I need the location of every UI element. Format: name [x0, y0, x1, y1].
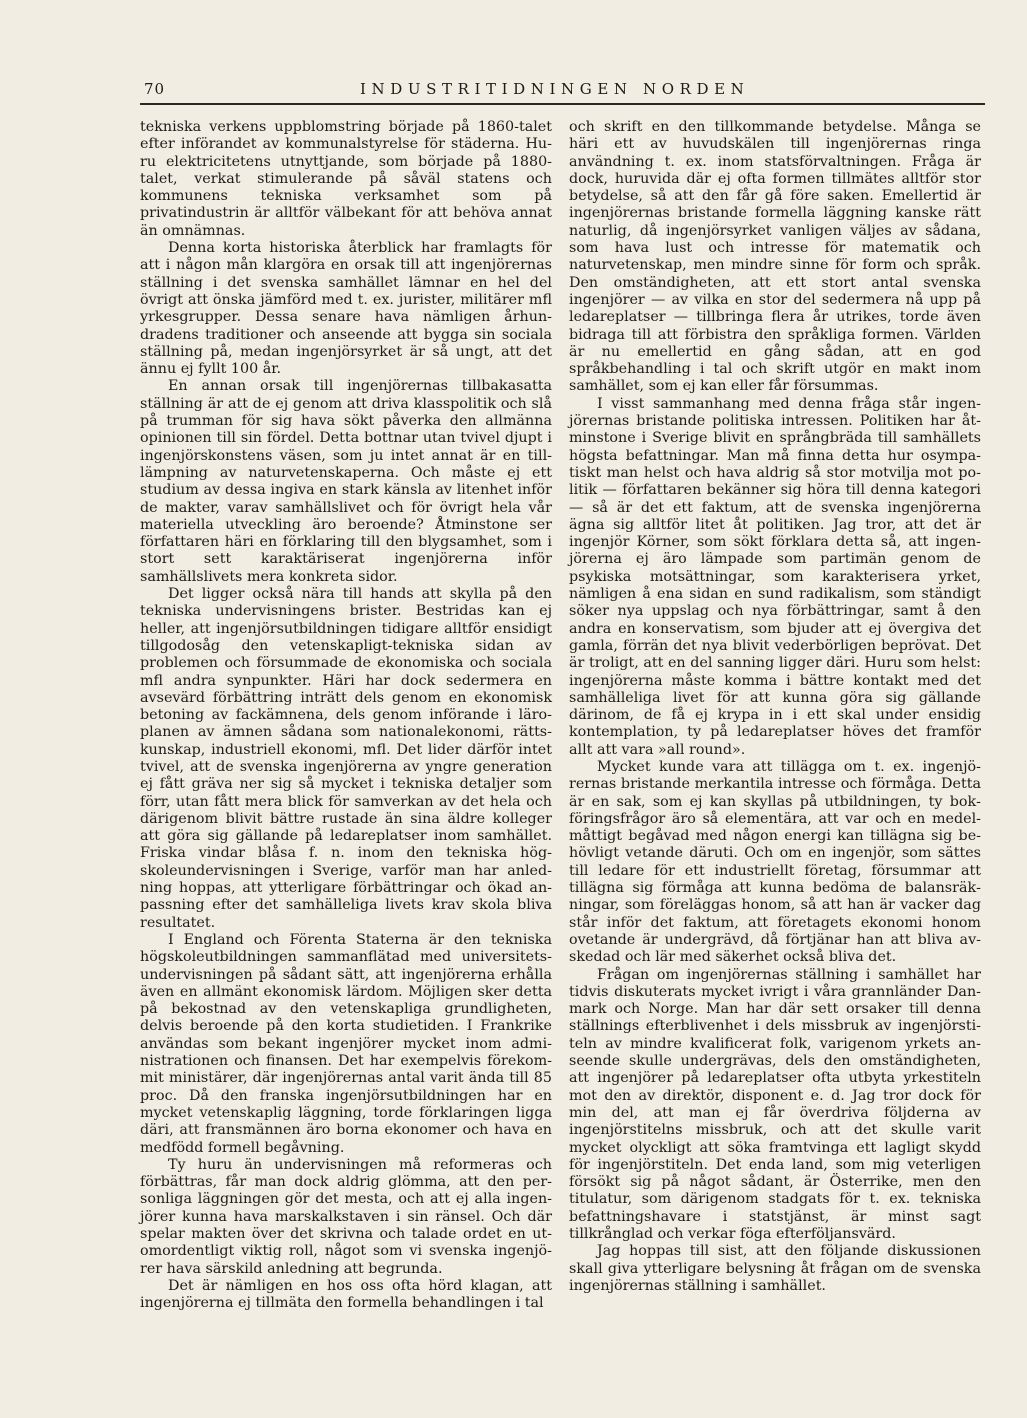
paragraph: Det är nämligen en hos oss ofta hörd klagan, att ingenjörerna ej tillmäta den formella behandlingen i tal: [140, 1277, 552, 1312]
paragraph: Det ligger också nära till hands att skylla på den tekniska undervisningens brister. Bestridas kan ej heller, att ingenjörsutbildningen tidigare alltför ensidigt tillgodosåg den vetenskapligt-tekniska sidan av problemen och försummade de ekonomiska och sociala mfl andra synpunkter. Häri har dock sedermera en avsevärd förbättring inträtt dels genom en ekonomisk betoning av fackämnena, dels genom införande i läroplanen av ämnen sådana som nationalekonomi, rättskunskap, industriell ekonomi, mfl. Det lider därför intet tvivel, att de svenska ingenjörerna av yngre generation ej fått gräva ner sig så mycket i tekniska detaljer som förr, utan fått mera blick för samverkan av det hela och därigenom blivit bättre rustade än sina äldre kolleger att göra sig gällande på ledareplatser inom samhället. Friska vindar blåsa f. n. inom den tekniska högskoleundervisningen i Sverige, varför man har anledning hoppas, att ytterligare förbättringar och ökad anpassning efter det samhälleliga livets krav skola bliva resultatet.: [140, 586, 552, 931]
paragraph: och skrift en den tillkommande betydelse. Många se häri ett av huvudskälen till ingenjörernas ringa användning t. ex. inom statsförvaltningen. Fråga är dock, huruvida där ej ofta formen tillmätes alltför stor betydelse, så att den får gå före saken. Emellertid är ingenjörernas bristande formella läggning kanske rätt naturlig, då ingenjörsyrket vanligen väljes av sådana, som hava lust och intresse för matematik och naturvetenskap, men mindre sinne för form och språk. Den omständigheten, att ett stort antal svenska ingenjörer — av vilka en stor del sedermera nå upp på ledareplatser — tillbringa flera år utrikes, torde även bidraga till att förbistra den språkliga formen. Världen är nu emellertid en gång sådan, att en god språkbehandling i tal och skrift utgör en makt inom samhället, som ej kan eller får försummas.: [569, 119, 981, 395]
paragraph: Ty huru än undervisningen må reformeras och förbättras, får man dock aldrig glömma, att den personliga läggningen gör det mesta, och att ej alla ingenjörer kunna hava marskalkstaven i sin ränsel. Och där spelar makten över det skrivna och talade ordet en utomordentligt viktig roll, något som vi svenska ingenjörer hava särskild anledning att begrunda.: [140, 1156, 552, 1277]
running-title: INDUSTRITIDNINGEN NORDEN: [360, 80, 750, 98]
paragraph: Frågan om ingenjörernas ställning i samhället har tidvis diskuterats mycket ivrigt i våra grannländer Danmark och Norge. Man har där sett orsaker till denna ställnings efterblivenhet i dels missbruk av ingenjörstiteln av mindre kvalificerat folk, varigenom yrkets anseende skulle undergrävas, dels den omständigheten, att ingenjörer på ledareplatser ofta utbyta yrkestiteln mot den av direktör, disponent e. d. Jag tror dock för min del, att man ej får överdriva följderna av ingenjörstitelns missbruk, och att det skulle varit mycket olyckligt att söka framtvinga ett lagligt skydd för ingenjörstiteln. Det enda land, som mig veterligen försökt sig på något sådant, är Österrike, men den titulatur, som därigenom stadgats för t. ex. tekniska befattningshavare i statstjänst, är minst sagt tillkrånglad och verkar föga efterföljansvärd.: [569, 966, 981, 1242]
page-number: 70: [144, 80, 166, 98]
paragraph: Mycket kunde vara att tillägga om t. ex. ingenjörernas bristande merkantila intresse och förmåga. Detta är en sak, som ej kan skyllas på utbildningen, ty bokföringsfrågor äro så elementära, att var och en medelmåttigt begåvad med någon energi kan tillägna sig behövligt vetande däruti. Och om en ingenjör, som sättes till ledare för ett industriellt företag, försummar att tillägna sig förmåga att kunna bedöma de balansräkningar, som föreläggas honom, så att han är vacker dag står inför det faktum, att företagets ekonomi honom ovetande är undergrävd, då förtjänar han att bliva avskedad och lär med säkerhet också bliva det.: [569, 758, 981, 966]
left-column: [140, 119, 552, 1312]
paragraph: En annan orsak till ingenjörernas tillbakasatta ställning är att de ej genom att driva klasspolitik och slå på trumman för sig hava sökt påverka den allmänna opinionen till sin fördel. Detta bottnar utan tvivel djupt i ingenjörskonstens väsen, som ju intet annat är en tilllämpning av naturvetenskaperna. Och måste ej ett studium av dessa ingiva en stark känsla av litenhet inför de makter, varav samhällslivet och för övrigt hela vår materiella utveckling äro beroende? Åtminstone ser författaren häri en förklaring till den blygsamhet, som i stort sett karaktäriserat ingenjörerna inför samhällslivets mera konkreta sidor.: [140, 378, 552, 585]
paragraph: I visst sammanhang med denna fråga står ingenjörernas bristande politiska intressen. Politiken har åtminstone i Sverige blivit en språngbräda till samhällets högsta befattningar. Man må finna detta hur osympatiskt man helst och hava aldrig så stor motvilja mot politik — författaren bekänner sig höra till denna kategori — så är det ett faktum, att de svenska ingenjörerna ägna sig alltför litet åt politiken. Jag tror, att det är ingenjör Körner, som sökt förklara detta så, att ingenjörerna ej äro lämpade som partimän genom de psykiska motsättningar, som karakterisera yrket, nämligen å ena sidan en sund radikalism, som ständigt söker nya uppslag och nya förbättringar, samt å den andra en konservatism, som bjuder att ej övergiva det gamla, förrän det nya blivit vederbörligen beprövat. Det är troligt, att en del sanning ligger däri. Huru som helst: ingenjörerna måste komma i bättre kontakt med det samhälleliga livet för att kunna göra sig gällande därinom, de få ej krypa in i ett skal under ensidig kontemplation, ty på ledareplatser höves det framför allt att vara »all round».: [569, 395, 981, 758]
right-column: [569, 119, 981, 1295]
paragraph: Denna korta historiska återblick har framlagts för att i någon mån klargöra en orsak till att ingenjörernas ställning i det svenska samhället lämnar en hel del övrigt att önska jämförd med t. ex. jurister, militärer mfl yrkesgrupper. Dessa senare hava nämligen århundradens traditioner och anseende att bygga sin sociala ställning på, medan ingenjörsyrket är så ungt, att det ännu ej fyllt 100 år.: [140, 240, 552, 378]
paragraph: tekniska verkens uppblomstring började på 1860-talet efter införandet av kommunalstyrelse för städerna. Huru elektricitetens utnyttjande, som började på 1880-talet, verkat stimulerande på såväl statens och kommunens tekniska verksamhet som på privatindustrin är alltför välbekant för att behöva annat än omnämnas.: [140, 119, 552, 239]
paragraph: Jag hoppas till sist, att den följande diskussionen skall giva ytterligare belysning åt frågan om de svenska ingenjörernas ställning i samhället.: [569, 1243, 981, 1294]
page-header: [140, 78, 985, 102]
header-rule: [140, 103, 985, 105]
paragraph: I England och Förenta Staterna är den tekniska högskoleutbildningen sammanflätad med universitetsundervisningen på sådant sätt, att ingenjörerna erhålla även en allmänt ekonomisk lärdom. Möjligen sker detta på bekostnad av den vetenskapliga grundligheten, delvis beroende på den korta studietiden. I Frankrike användas som bekant ingenjörer mycket inom administrationen och finansen. Det har exempelvis förekommit ministärer, där ingenjörernas antal varit ända till 85 proc. Då den franska ingenjörsutbildningen har en mycket vetenskaplig läggning, torde förklaringen ligga däri, att fransmännen äro borna ekonomer och hava en medfödd formell begåvning.: [140, 931, 552, 1156]
